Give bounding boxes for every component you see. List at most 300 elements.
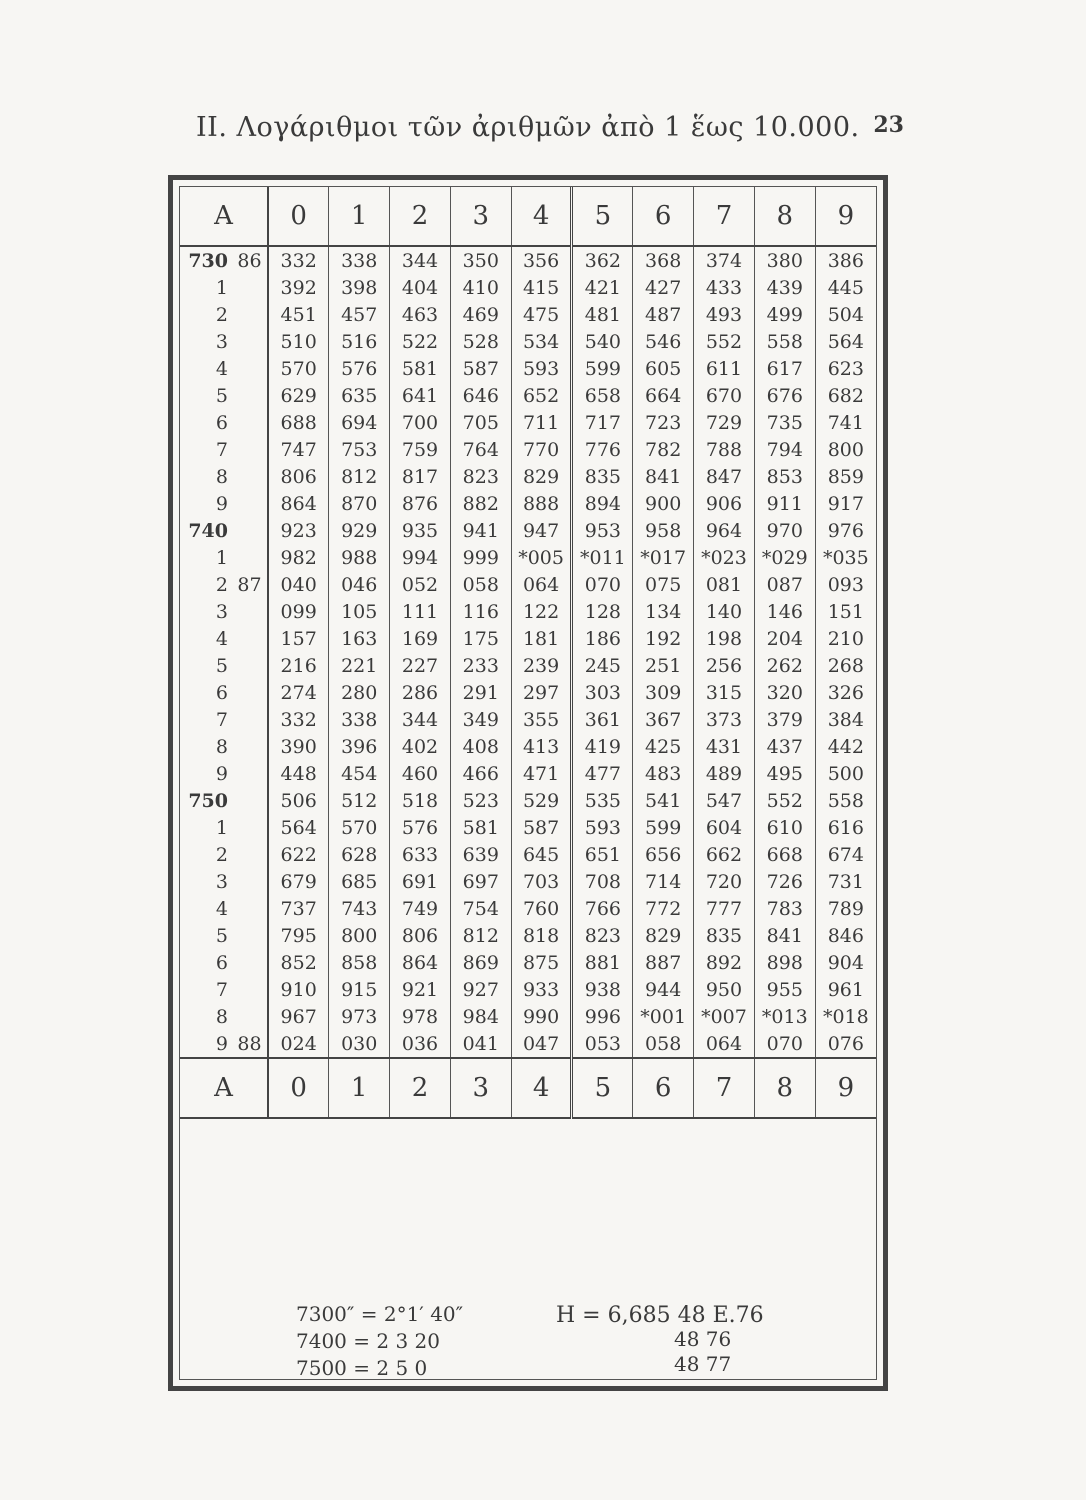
mantissa-cell: 927 (450, 976, 511, 1003)
mantissa-cell: 140 (694, 598, 755, 625)
mantissa-cell: 641 (390, 382, 451, 409)
mantissa-cell: 576 (329, 355, 390, 382)
row-prefix (232, 301, 268, 328)
mantissa-cell: 384 (815, 706, 876, 733)
mantissa-cell: 350 (450, 246, 511, 274)
row-argument: 6 (215, 411, 228, 434)
table-row (180, 976, 876, 1003)
mantissa-cell: 929 (329, 517, 390, 544)
mantissa-cell: 058 (633, 1030, 694, 1058)
mantissa-cell: 685 (329, 868, 390, 895)
row-argument: 1 (215, 276, 228, 299)
mantissa-cell: 163 (329, 625, 390, 652)
mantissa-cell: 947 (511, 517, 572, 544)
mantissa-cell: *011 (572, 544, 633, 571)
mantissa-cell: 941 (450, 517, 511, 544)
mantissa-cell: 419 (572, 733, 633, 760)
mantissa-cell: 522 (390, 328, 451, 355)
mantissa-cell: 622 (280, 843, 317, 866)
mantissa-cell: 978 (390, 1003, 451, 1030)
footer-digit-4: 4 (511, 1058, 572, 1118)
mantissa-cell: 961 (815, 976, 876, 1003)
table-row (180, 246, 876, 274)
mantissa-cell: 024 (280, 1032, 317, 1055)
table-row (180, 922, 876, 949)
table-row (180, 787, 876, 814)
mantissa-cell: 953 (572, 517, 633, 544)
row-argument: 4 (215, 897, 228, 920)
row-prefix (232, 328, 268, 355)
table-row (180, 679, 876, 706)
mantissa-cell: 547 (694, 787, 755, 814)
header-digit-9: 9 (815, 187, 876, 246)
mantissa-cell: 362 (572, 246, 633, 274)
mantissa-cell: 504 (815, 301, 876, 328)
mantissa-cell: 534 (511, 328, 572, 355)
mantissa-cell: 996 (572, 1003, 633, 1030)
mantissa-cell: 823 (572, 922, 633, 949)
mantissa-cell: 795 (280, 924, 317, 947)
mantissa-cell: 111 (390, 598, 451, 625)
mantissa-cell: 938 (572, 976, 633, 1003)
mantissa-cell: *017 (633, 544, 694, 571)
mantissa-cell: 564 (280, 816, 317, 839)
mantissa-cell: 398 (329, 274, 390, 301)
row-prefix (232, 652, 268, 679)
row-prefix (232, 544, 268, 571)
mantissa-cell: 315 (694, 679, 755, 706)
mantissa-cell: 587 (511, 814, 572, 841)
mantissa-cell: 587 (450, 355, 511, 382)
mantissa-cell: 477 (572, 760, 633, 787)
row-prefix (232, 463, 268, 490)
mantissa-cell: 338 (329, 246, 390, 274)
mantissa-cell: 181 (511, 625, 572, 652)
mantissa-cell: 076 (815, 1030, 876, 1058)
mantissa-cell: 245 (572, 652, 633, 679)
header-digit-7: 7 (694, 187, 755, 246)
mantissa-cell: 616 (815, 814, 876, 841)
mantissa-cell: 157 (280, 627, 317, 650)
mantissa-cell: 105 (329, 598, 390, 625)
mantissa-cell: 448 (280, 762, 317, 785)
mantissa-cell: 169 (390, 625, 451, 652)
mantissa-cell: 041 (450, 1030, 511, 1058)
mantissa-cell: 047 (511, 1030, 572, 1058)
header-digit-2: 2 (390, 187, 451, 246)
mantissa-cell: 564 (815, 328, 876, 355)
mantissa-cell: 463 (390, 301, 451, 328)
footer-digit-2: 2 (390, 1058, 451, 1118)
mantissa-cell: 297 (511, 679, 572, 706)
mantissa-cell: 691 (390, 868, 451, 895)
mantissa-cell: 460 (390, 760, 451, 787)
mantissa-cell: 099 (280, 600, 317, 623)
mantissa-cell: 888 (511, 490, 572, 517)
table-row (180, 517, 876, 544)
mantissa-cell: 735 (754, 409, 815, 436)
mantissa-cell: 581 (390, 355, 451, 382)
mantissa-cell: 741 (815, 409, 876, 436)
row-prefix (232, 976, 268, 1003)
row-prefix (232, 409, 268, 436)
mantissa-cell: 529 (511, 787, 572, 814)
mantissa-cell: 670 (694, 382, 755, 409)
header-digit-4: 4 (511, 187, 572, 246)
mantissa-cell: 499 (754, 301, 815, 328)
mantissa-cell: 764 (450, 436, 511, 463)
mantissa-cell: 368 (633, 246, 694, 274)
mantissa-cell: 726 (754, 868, 815, 895)
mantissa-cell: 046 (329, 571, 390, 598)
mantissa-cell: 700 (390, 409, 451, 436)
mantissa-cell: 994 (390, 544, 451, 571)
mantissa-cell: 651 (572, 841, 633, 868)
mantissa-cell: 737 (280, 897, 317, 920)
mantissa-cell: 835 (572, 463, 633, 490)
mantissa-cell: 711 (511, 409, 572, 436)
h-line: 48 77 (674, 1352, 732, 1376)
mantissa-cell: 910 (280, 978, 317, 1001)
row-argument: 9 (215, 762, 228, 785)
mantissa-cell: 040 (280, 573, 317, 596)
header-digit-3: 3 (450, 187, 511, 246)
mantissa-cell: 483 (633, 760, 694, 787)
table-row (180, 814, 876, 841)
conversion-line: 7300″ = 2°1′ 40″ (296, 1302, 464, 1326)
mantissa-cell: 457 (329, 301, 390, 328)
row-argument: 7 (215, 438, 228, 461)
page-header (196, 112, 908, 162)
mantissa-cell: 777 (694, 895, 755, 922)
mantissa-cell: 442 (815, 733, 876, 760)
table-row (180, 625, 876, 652)
mantissa-cell: 489 (694, 760, 755, 787)
mantissa-cell: 344 (390, 246, 451, 274)
mantissa-cell: 445 (815, 274, 876, 301)
mantissa-cell: 599 (572, 355, 633, 382)
mantissa-cell: 656 (633, 841, 694, 868)
mantissa-cell: 817 (390, 463, 451, 490)
mantissa-cell: 829 (633, 922, 694, 949)
mantissa-cell: 146 (754, 598, 815, 625)
row-prefix (232, 787, 268, 814)
mantissa-cell: 451 (280, 303, 317, 326)
row-prefix (232, 436, 268, 463)
footer-digit-3: 3 (450, 1058, 511, 1118)
row-prefix: 86 (232, 246, 268, 274)
row-prefix (232, 760, 268, 787)
table-row (180, 1003, 876, 1030)
mantissa-cell: 593 (511, 355, 572, 382)
mantissa-cell: *035 (815, 544, 876, 571)
page-number: 23 (873, 112, 904, 138)
mantissa-cell: 864 (390, 949, 451, 976)
mantissa-cell: 747 (280, 438, 317, 461)
row-prefix (232, 355, 268, 382)
mantissa-cell: 425 (633, 733, 694, 760)
mantissa-cell: 075 (633, 571, 694, 598)
mantissa-cell: 633 (390, 841, 451, 868)
mantissa-cell: 911 (754, 490, 815, 517)
row-argument: 740 (188, 519, 228, 542)
mantissa-cell: 623 (815, 355, 876, 382)
row-argument: 7 (215, 978, 228, 1001)
mantissa-cell: 729 (694, 409, 755, 436)
mantissa-cell: 800 (329, 922, 390, 949)
mantissa-cell: 610 (754, 814, 815, 841)
mantissa-cell: 984 (450, 1003, 511, 1030)
mantissa-cell: 955 (754, 976, 815, 1003)
mantissa-cell: 128 (572, 598, 633, 625)
footer-digit-5: 5 (572, 1058, 633, 1118)
mantissa-cell: 070 (754, 1030, 815, 1058)
mantissa-cell: 535 (572, 787, 633, 814)
mantissa-cell: 714 (633, 868, 694, 895)
mantissa-cell: 552 (694, 328, 755, 355)
mantissa-cell: 546 (633, 328, 694, 355)
footer-a: A (180, 1058, 268, 1118)
row-argument: 750 (188, 789, 228, 812)
mantissa-cell: 030 (329, 1030, 390, 1058)
row-prefix (232, 1003, 268, 1030)
row-argument: 5 (215, 384, 228, 407)
mantissa-cell: 268 (815, 652, 876, 679)
mantissa-cell: 256 (694, 652, 755, 679)
row-prefix (232, 625, 268, 652)
mantissa-cell: 605 (633, 355, 694, 382)
row-prefix (232, 274, 268, 301)
mantissa-cell: 835 (694, 922, 755, 949)
logarithm-table (180, 187, 876, 1119)
table-row (180, 490, 876, 517)
mantissa-cell: 694 (329, 409, 390, 436)
table-row (180, 355, 876, 382)
mantissa-cell: 552 (754, 787, 815, 814)
conversion-line: 7500 = 2 5 0 (296, 1356, 428, 1380)
mantissa-cell: 392 (280, 276, 317, 299)
mantissa-cell: 541 (633, 787, 694, 814)
mantissa-cell: 390 (280, 735, 317, 758)
mantissa-cell: 251 (633, 652, 694, 679)
row-prefix: 88 (232, 1030, 268, 1058)
mantissa-cell: 558 (754, 328, 815, 355)
mantissa-cell: 558 (815, 787, 876, 814)
header-digit-5: 5 (572, 187, 633, 246)
mantissa-cell: 674 (815, 841, 876, 868)
mantissa-cell: 898 (754, 949, 815, 976)
mantissa-cell: 081 (694, 571, 755, 598)
mantissa-cell: 512 (329, 787, 390, 814)
mantissa-cell: 239 (511, 652, 572, 679)
table-row (180, 868, 876, 895)
mantissa-cell: 875 (511, 949, 572, 976)
mantissa-cell: 759 (390, 436, 451, 463)
mantissa-cell: 864 (280, 492, 317, 515)
mantissa-cell: 749 (390, 895, 451, 922)
mantissa-cell: 717 (572, 409, 633, 436)
mantissa-cell: 216 (280, 654, 317, 677)
footer-digit-9: 9 (815, 1058, 876, 1118)
mantissa-cell: 881 (572, 949, 633, 976)
column-header-row (180, 187, 876, 246)
mantissa-cell: 783 (754, 895, 815, 922)
mantissa-cell: 280 (329, 679, 390, 706)
mantissa-cell: 635 (329, 382, 390, 409)
mantissa-cell: 466 (450, 760, 511, 787)
row-prefix (232, 382, 268, 409)
mantissa-cell: 652 (511, 382, 572, 409)
row-prefix: 87 (232, 571, 268, 598)
row-argument: 730 (188, 249, 228, 272)
mantissa-cell: 841 (754, 922, 815, 949)
mantissa-cell: 386 (815, 246, 876, 274)
mantissa-cell: *001 (633, 1003, 694, 1030)
seconds-conversion-list (296, 1301, 463, 1382)
mantissa-cell: 639 (450, 841, 511, 868)
table-row (180, 571, 876, 598)
mantissa-cell: 064 (694, 1030, 755, 1058)
mantissa-cell: 858 (329, 949, 390, 976)
table-row (180, 436, 876, 463)
mantissa-cell: 958 (633, 517, 694, 544)
mantissa-cell: 668 (754, 841, 815, 868)
mantissa-cell: 192 (633, 625, 694, 652)
logarithm-table-frame (168, 175, 888, 1391)
row-prefix (232, 679, 268, 706)
mantissa-cell: 760 (511, 895, 572, 922)
mantissa-cell: *023 (694, 544, 755, 571)
mantissa-cell: 175 (450, 625, 511, 652)
header-digit-0: 0 (268, 187, 329, 246)
mantissa-cell: 518 (390, 787, 451, 814)
mantissa-cell: 495 (754, 760, 815, 787)
mantissa-cell: 887 (633, 949, 694, 976)
table-row (180, 760, 876, 787)
conversion-line: 7400 = 2 3 20 (296, 1329, 440, 1353)
mantissa-cell: 776 (572, 436, 633, 463)
mantissa-cell: 770 (511, 436, 572, 463)
mantissa-cell: 221 (329, 652, 390, 679)
mantissa-cell: 789 (815, 895, 876, 922)
mantissa-cell: 320 (754, 679, 815, 706)
table-row (180, 733, 876, 760)
mantissa-cell: 415 (511, 274, 572, 301)
mantissa-cell: 487 (633, 301, 694, 328)
mantissa-cell: 274 (280, 681, 317, 704)
mantissa-cell: 064 (511, 571, 572, 598)
column-footer-row (180, 1058, 876, 1118)
mantissa-cell: 493 (694, 301, 755, 328)
mantissa-cell: 853 (754, 463, 815, 490)
mantissa-cell: 708 (572, 868, 633, 895)
mantissa-cell: 510 (280, 330, 317, 353)
mantissa-cell: 540 (572, 328, 633, 355)
row-argument: 3 (215, 600, 228, 623)
mantissa-cell: 906 (694, 490, 755, 517)
row-argument: 8 (215, 1005, 228, 1028)
mantissa-cell: 332 (280, 249, 317, 272)
mantissa-cell: 404 (390, 274, 451, 301)
mantissa-cell: 093 (815, 571, 876, 598)
mantissa-cell: 688 (280, 411, 317, 434)
row-argument: 2 (215, 843, 228, 866)
mantissa-cell: 900 (633, 490, 694, 517)
header-digit-1: 1 (329, 187, 390, 246)
mantissa-cell: 731 (815, 868, 876, 895)
mantissa-cell: 437 (754, 733, 815, 760)
mantissa-cell: 210 (815, 625, 876, 652)
table-inner-border (179, 186, 877, 1380)
mantissa-cell: 326 (815, 679, 876, 706)
mantissa-cell: 782 (633, 436, 694, 463)
mantissa-cell: 794 (754, 436, 815, 463)
row-argument: 5 (215, 924, 228, 947)
mantissa-cell: 869 (450, 949, 511, 976)
mantissa-cell: 646 (450, 382, 511, 409)
mantissa-cell: 303 (572, 679, 633, 706)
mantissa-cell: 380 (754, 246, 815, 274)
mantissa-cell: 697 (450, 868, 511, 895)
mantissa-cell: 516 (329, 328, 390, 355)
row-argument: 2 (215, 573, 228, 596)
conversion-notes (186, 1293, 870, 1380)
mantissa-cell: 262 (754, 652, 815, 679)
mantissa-cell: 058 (450, 571, 511, 598)
mantissa-cell: 950 (694, 976, 755, 1003)
mantissa-cell: 604 (694, 814, 755, 841)
mantissa-cell: 788 (694, 436, 755, 463)
mantissa-cell: 662 (694, 841, 755, 868)
table-row (180, 949, 876, 976)
mantissa-cell: 500 (815, 760, 876, 787)
header-a: A (180, 187, 268, 246)
mantissa-cell: 664 (633, 382, 694, 409)
mantissa-cell: 528 (450, 328, 511, 355)
mantissa-cell: 421 (572, 274, 633, 301)
row-prefix (232, 868, 268, 895)
footer-digit-1: 1 (329, 1058, 390, 1118)
mantissa-cell: 852 (280, 951, 317, 974)
page-title: II. Λογάριθμοι τῶν ἀριθμῶν ἀπὸ 1 ἕως 10.000. (196, 112, 860, 143)
mantissa-cell: 570 (280, 357, 317, 380)
row-argument: 3 (215, 330, 228, 353)
mantissa-cell: 846 (815, 922, 876, 949)
table-row (180, 544, 876, 571)
mantissa-cell: 917 (815, 490, 876, 517)
table-row (180, 841, 876, 868)
mantissa-cell: 116 (450, 598, 511, 625)
mantissa-cell: *007 (694, 1003, 755, 1030)
mantissa-cell: 818 (511, 922, 572, 949)
mantissa-cell: 374 (694, 246, 755, 274)
mantissa-cell: 628 (329, 841, 390, 868)
mantissa-cell: 471 (511, 760, 572, 787)
mantissa-cell: 599 (633, 814, 694, 841)
mantissa-cell: 629 (280, 384, 317, 407)
mantissa-cell: 720 (694, 868, 755, 895)
mantissa-cell: 286 (390, 679, 451, 706)
mantissa-cell: 122 (511, 598, 572, 625)
mantissa-cell: 576 (390, 814, 451, 841)
table-row (180, 652, 876, 679)
mantissa-cell: 754 (450, 895, 511, 922)
row-prefix (232, 895, 268, 922)
mantissa-cell: 367 (633, 706, 694, 733)
mantissa-cell: 427 (633, 274, 694, 301)
mantissa-cell: 379 (754, 706, 815, 733)
footer-digit-6: 6 (633, 1058, 694, 1118)
